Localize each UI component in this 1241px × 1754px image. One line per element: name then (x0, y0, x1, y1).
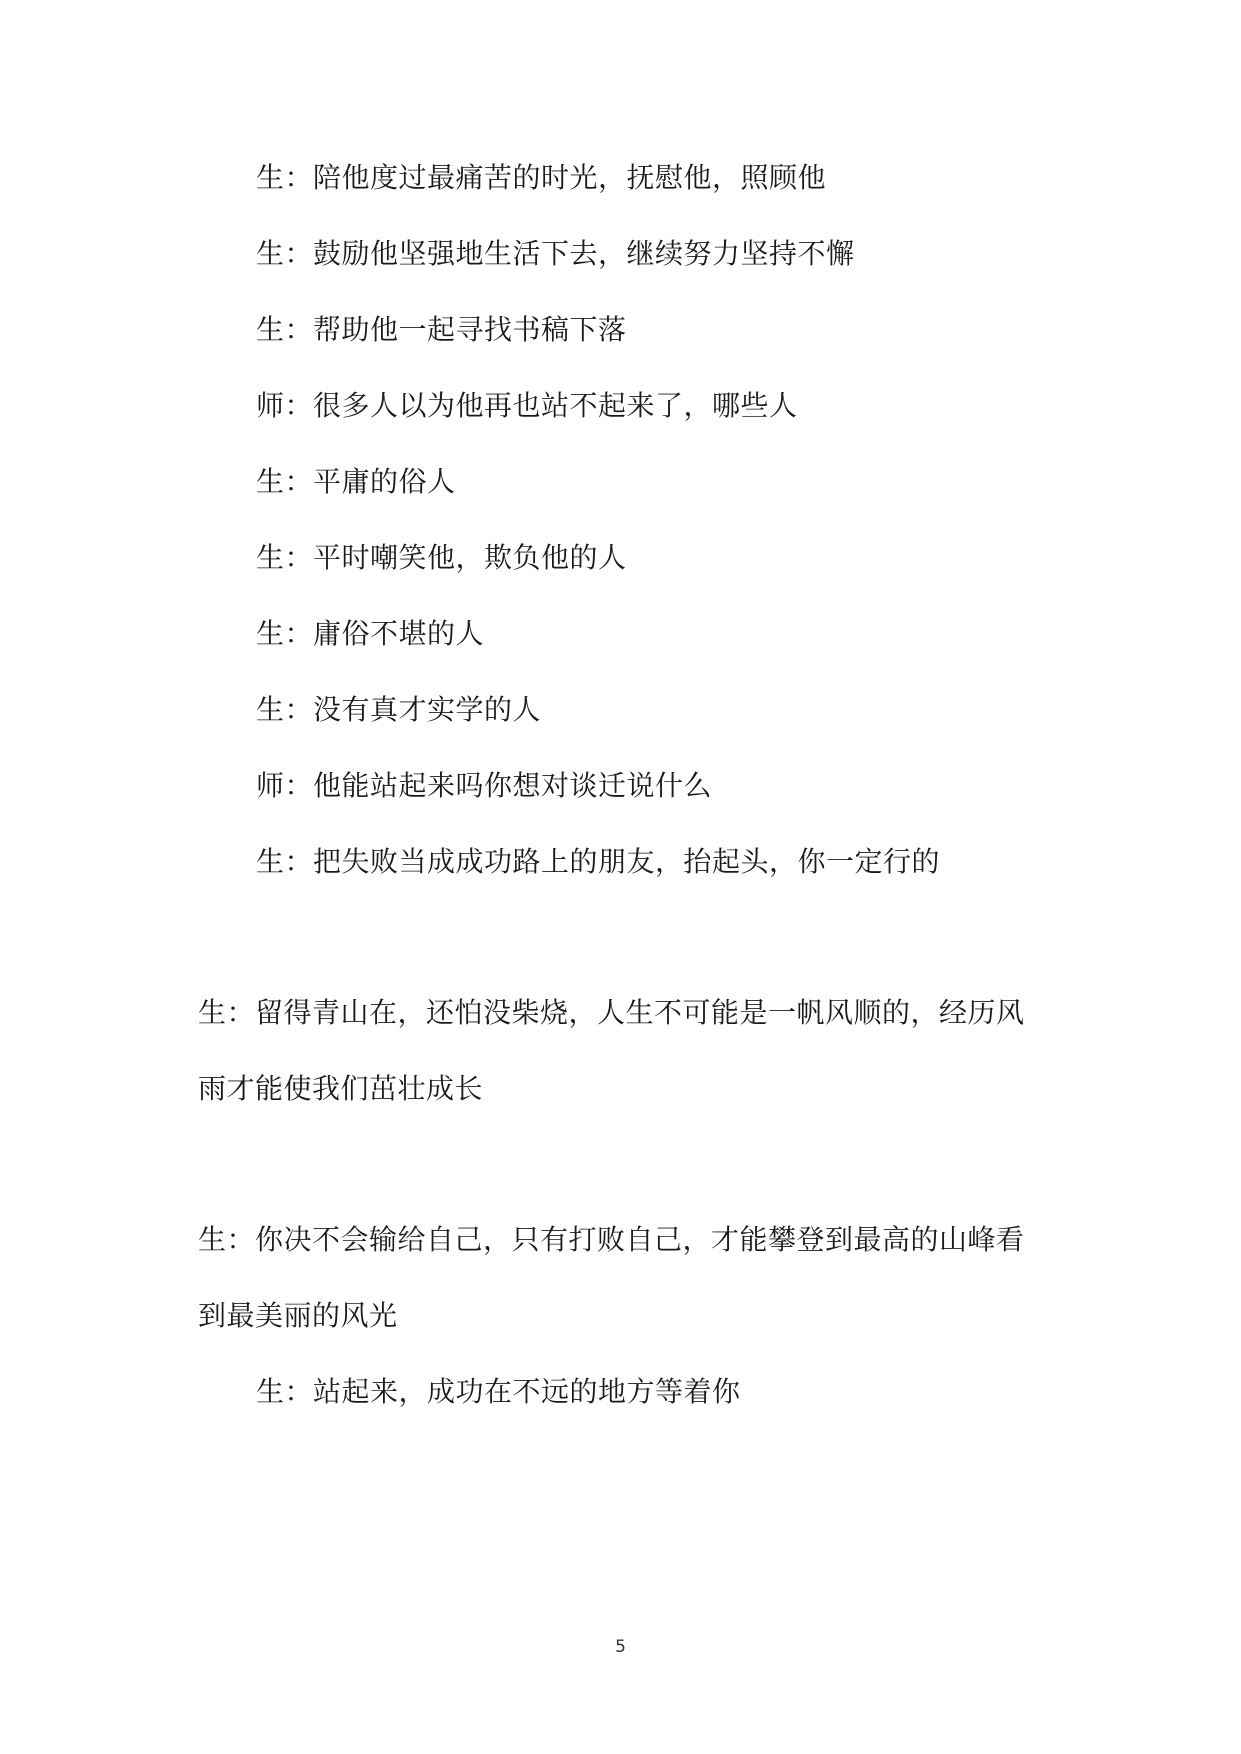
dialogue-line: 生：平时嘲笑他，欺负他的人 (256, 541, 627, 574)
dialogue-line: 生：平庸的俗人 (256, 465, 456, 498)
dialogue-line: 生：庸俗不堪的人 (256, 617, 485, 650)
dialogue-line: 生：帮助他一起寻找书稿下落 (256, 313, 627, 346)
dialogue-line: 生：你决不会输给自己，只有打败自己，才能攀登到最高的山峰看 (198, 1223, 1025, 1256)
dialogue-line: 生：鼓励他坚强地生活下去，继续努力坚持不懈 (256, 237, 855, 270)
dialogue-line: 生：没有真才实学的人 (256, 693, 542, 726)
dialogue-line-continuation: 到最美丽的风光 (198, 1299, 398, 1332)
dialogue-line: 生：留得青山在，还怕没柴烧，人生不可能是一帆风顺的，经历风 (198, 996, 1025, 1029)
dialogue-line: 生：把失败当成成功路上的朋友，抬起头，你一定行的 (256, 845, 941, 878)
dialogue-line: 生：站起来，成功在不远的地方等着你 (256, 1375, 741, 1408)
dialogue-line: 师：他能站起来吗你想对谈迁说什么 (256, 769, 713, 802)
dialogue-line-continuation: 雨才能使我们茁壮成长 (198, 1072, 484, 1105)
dialogue-line: 师：很多人以为他再也站不起来了，哪些人 (256, 389, 798, 422)
page-number: 5 (615, 1637, 626, 1657)
dialogue-line: 生：陪他度过最痛苦的时光，抚慰他，照顾他 (256, 161, 827, 194)
